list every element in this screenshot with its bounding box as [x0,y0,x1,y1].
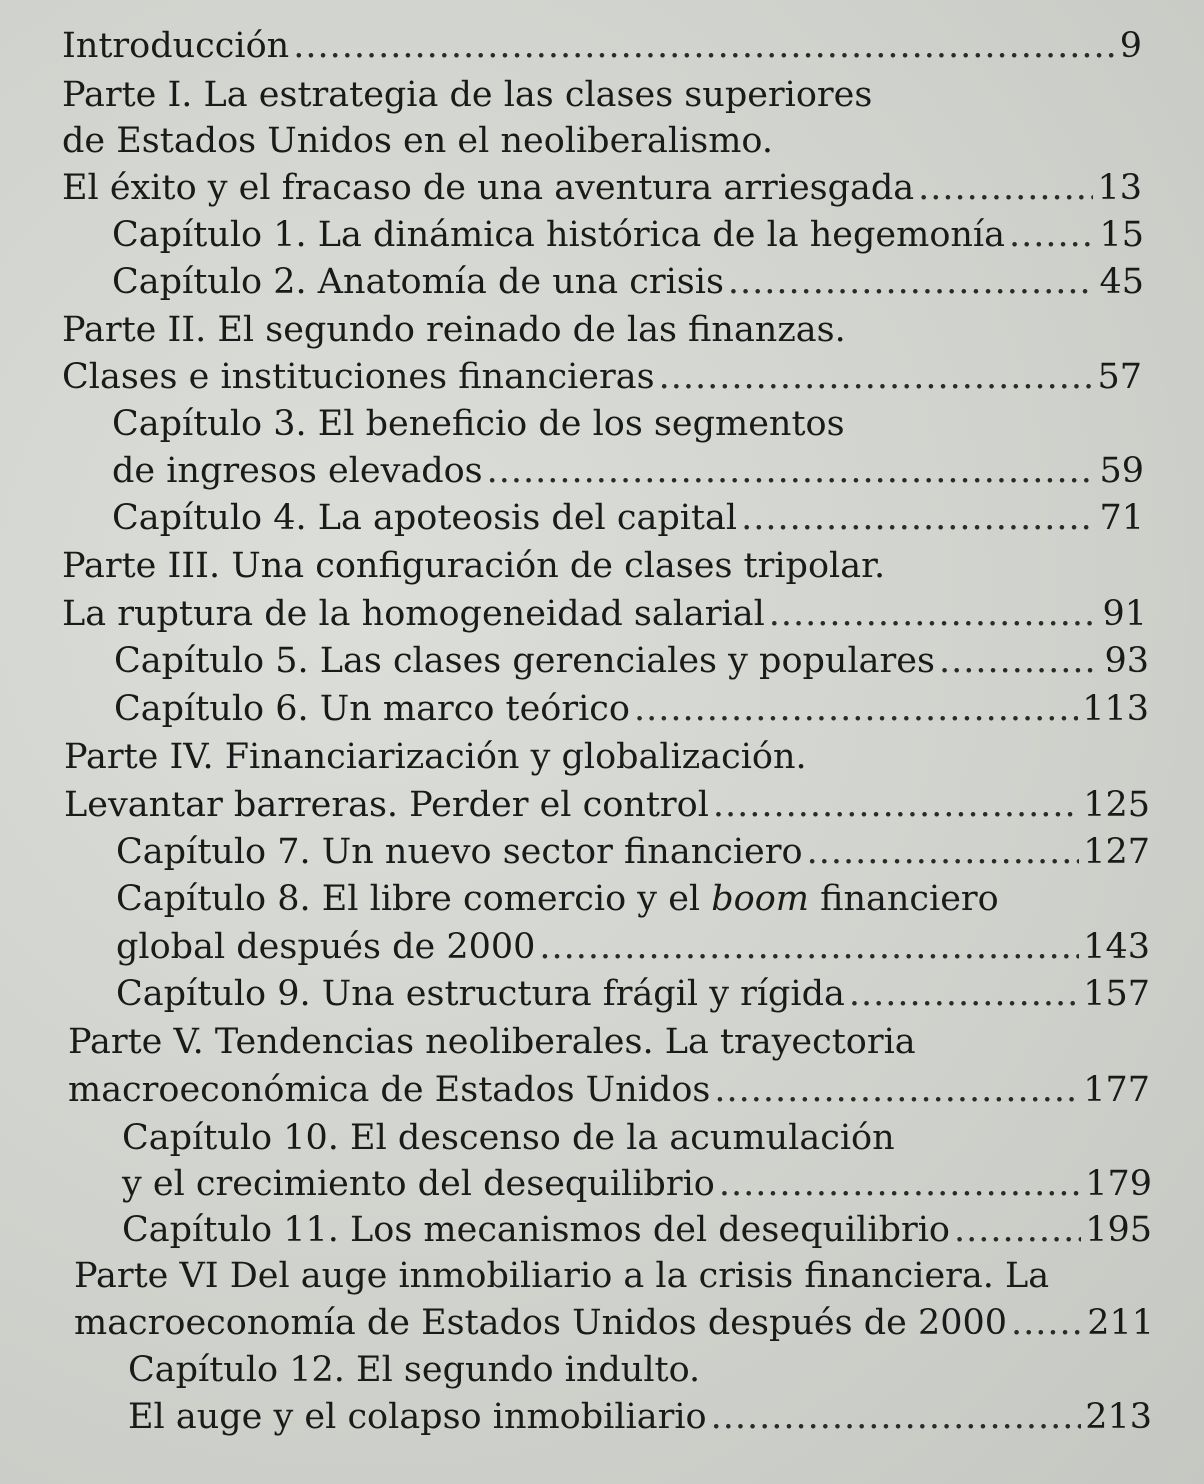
leader-dots [728,262,1096,302]
toc-entry-capitulo-6: Capítulo 6. Un marco teórico ..... 113 [114,689,1149,735]
leader-dots [659,357,1094,397]
toc-entry-capitulo-9: Capítulo 9. Una estructura frágil y rígida ..... 157 [116,974,1150,1020]
toc-entry-capitulo-5: Capítulo 5. Las clases gerenciales y populares ..... 93 [114,641,1149,687]
toc-entry-capitulo-8-cont: global después de 2000 ..... 143 [116,927,1150,973]
leader-dots [769,594,1099,634]
leader-dots [954,1210,1081,1250]
leader-dots [807,832,1080,872]
toc-entry-parte-2: Clases e instituciones financieras ..... 57 [62,357,1142,403]
toc-entry-capitulo-4: Capítulo 4. La apoteosis del capital ..... 71 [112,498,1144,544]
toc-entry-capitulo-8: Capítulo 8. El libre comercio y el boom financiero [116,879,999,919]
leader-dots [719,1164,1081,1204]
toc-entry-parte-1-title: Parte I. La estrategia de las clases superiores [62,75,873,115]
leader-dots [293,26,1116,66]
toc-entry-capitulo-12: Capítulo 12. El segundo indulto. [128,1350,701,1390]
toc-entry-parte-5: macroeconómica de Estados Unidos ..... 177 [68,1070,1150,1116]
leader-dots [487,451,1096,491]
leader-dots [849,974,1079,1014]
toc-entry-capitulo-11: Capítulo 11. Los mecanismos del desequilibrio ..... 195 [122,1210,1152,1256]
leader-dots [634,689,1078,729]
toc-entry-capitulo-2: Capítulo 2. Anatomía de una crisis ..... 45 [112,262,1144,308]
toc-entry-capitulo-1: Capítulo 1. La dinámica histórica de la hegemonía ..... 15 [112,215,1144,261]
toc-entry-parte-2-title: Parte II. El segundo reinado de las finanzas. [62,310,846,350]
toc-entry-capitulo-10-cont: y el crecimiento del desequilibrio ..... 179 [122,1164,1152,1210]
toc-entry-parte-4-title: Parte IV. Financiarización y globalización. [64,737,807,777]
toc-entry-parte-1-title-cont: de Estados Unidos en el neoliberalismo. [62,121,774,161]
leader-dots [714,1070,1079,1110]
toc-entry-capitulo-10: Capítulo 10. El descenso de la acumulación [122,1118,895,1158]
toc-entry-parte-6: macroeconomía de Estados Unidos después de 2000 ..... 211 [74,1303,1154,1349]
leader-dots [939,641,1101,681]
toc-entry-parte-4: Levantar barreras. Perder el control ..... 125 [64,785,1150,831]
toc-entry-capitulo-3-cont: de ingresos elevados ..... 59 [112,451,1144,497]
leader-dots [918,168,1093,208]
toc-entry-capitulo-7: Capítulo 7. Un nuevo sector financiero ..... 127 [116,832,1150,878]
toc-entry-parte-5-title: Parte V. Tendencias neoliberales. La trayectoria [68,1022,916,1062]
leader-dots [1011,1303,1083,1343]
toc-entry-capitulo-3: Capítulo 3. El beneficio de los segmentos [112,404,845,444]
leader-dots [711,1397,1082,1437]
leader-dots [1009,215,1095,255]
toc-entry-parte-1: El éxito y el fracaso de una aventura arriesgada ..... 13 [62,168,1142,214]
toc-entry-introduccion: Introducción ..... 9 [62,26,1142,72]
toc-entry-parte-6-title: Parte VI Del auge inmobiliario a la crisis financiera. La [74,1256,1050,1296]
toc-entry-capitulo-12-cont: El auge y el colapso inmobiliario ..... 213 [128,1397,1152,1443]
leader-dots [741,498,1095,538]
leader-dots [713,785,1079,825]
toc-entry-parte-3: La ruptura de la homogeneidad salarial ..... 91 [62,594,1147,640]
leader-dots [539,927,1079,967]
toc-entry-parte-3-title: Parte III. Una configuración de clases tripolar. [62,546,886,586]
